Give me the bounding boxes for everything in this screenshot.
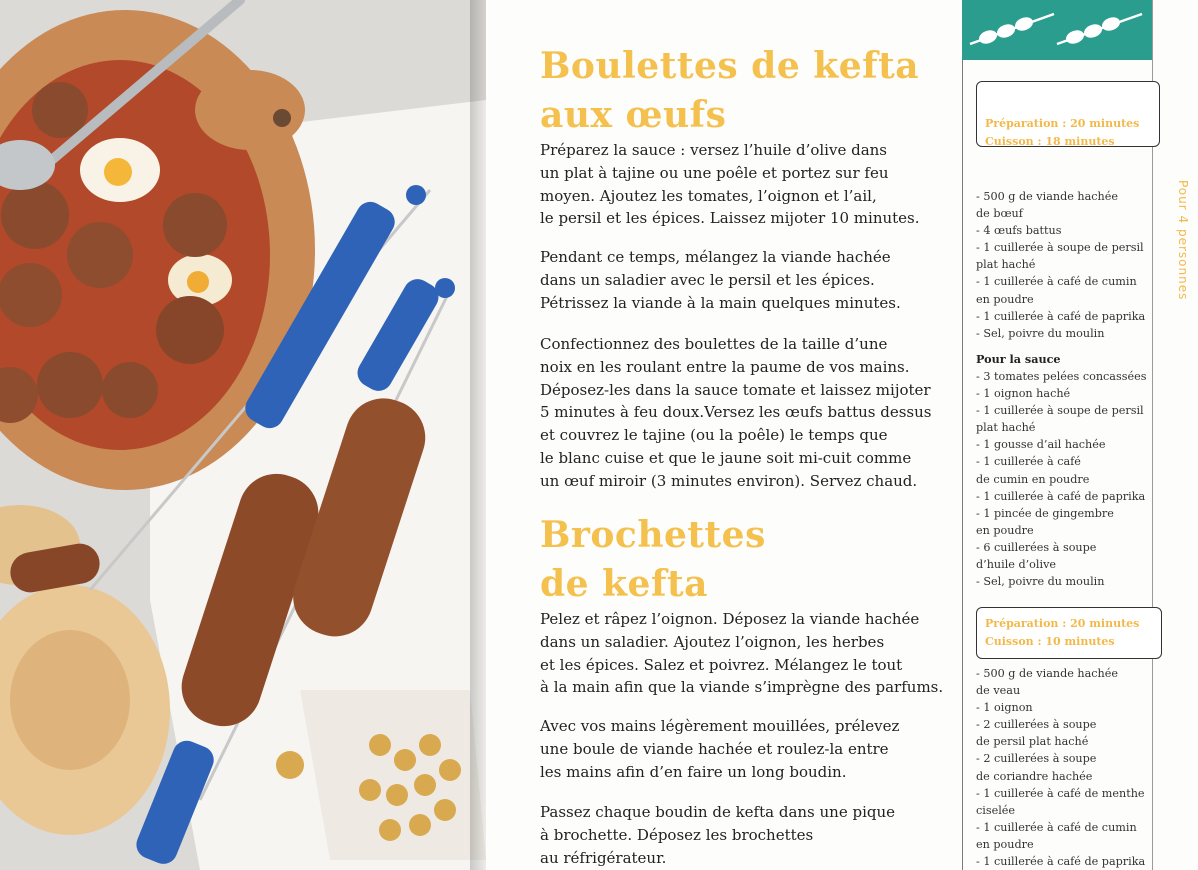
recipe1-prep-time: Préparation : 20 minutes	[985, 117, 1140, 130]
recipe1-title-line1: Boulettes de kefta	[540, 45, 920, 87]
list-item: - 1 cuillerée à café de cumin en poudre	[976, 820, 1137, 851]
list-item: - 1 cuillerée à café de paprika	[976, 489, 1146, 503]
list-item: - 6 cuillerées à soupe d’huile d’olive	[976, 540, 1097, 571]
list-item: - 500 g de viande hachée de bœuf	[976, 190, 1119, 221]
list-item: - 2 cuillerées à soupe de coriandre hachée	[976, 752, 1097, 783]
recipe2-step-1: Pelez et râpez l’oignon. Déposez la viande hachée dans un saladier. Ajoutez l’oignon, les herbes et les épices. Salez et poivrez. Mélangez le tout à la main afin que la viande s’imprègne des parfums.	[540, 610, 944, 697]
recipe2-step-3: Passez chaque boudin de kefta dans une pique à brochette. Déposez les brochettes au réfrigérateur.	[540, 803, 896, 867]
list-item: - 1 oignon haché	[976, 387, 1071, 401]
sidebar-divider	[962, 60, 963, 870]
list-item: - 1 cuillerée à café de cumin en poudre	[976, 455, 1090, 486]
recipe1-step-2: Pendant ce temps, mélangez la viande hachée dans un saladier avec le persil et les épices. Pétrissez la viande à la main quelques minutes.	[540, 248, 901, 312]
list-item: - 1 cuillerée à café de paprika	[976, 855, 1146, 869]
list-item: - Sel, poivre du moulin	[976, 326, 1105, 340]
recipe1-cook-time: Cuisson : 18 minutes	[985, 135, 1115, 148]
recipe2-time-box	[976, 607, 1162, 659]
sauce-heading: Pour la sauce	[976, 351, 1061, 366]
recipe1-title-line2: aux œufs	[540, 94, 727, 136]
recipe2-title	[540, 511, 766, 609]
recipe1-step-3: Confectionnez des boulettes de la taille d’une noix en les roulant entre la paume de vos mains. Déposez-les dans la sauce tomate et laissez mijoter 5 minutes à feu doux.Versez les œufs battus dessus et couvrez le tajine (ou la poêle) le temps que le blanc cuise et que le jaune soit mi-cuit comme un œuf miroir (3 minutes environ). Servez chaud.	[540, 335, 932, 490]
list-item: - Sel, poivre du moulin	[976, 575, 1105, 589]
list-item: - 3 tomates pelées concassées	[976, 369, 1147, 383]
recipe2-prep-time: Préparation : 20 minutes	[985, 617, 1140, 630]
recipe1-step-1: Préparez la sauce : versez l’huile d’olive dans un plat à tajine ou une poêle et portez sur feu moyen. Ajoutez les tomates, l’oignon et l’ail, le persil et les épices. Laissez mijoter 10 minutes.	[540, 141, 920, 228]
list-item: - 1 cuillerée à café de cumin en poudre	[976, 275, 1137, 306]
tajine-and-skewers-illustration	[0, 0, 486, 870]
recipe2-title-line2: de kefta	[540, 563, 708, 605]
servings-label: Pour 4 personnes	[1176, 180, 1190, 301]
list-item: - 1 gousse d’ail hachée	[976, 438, 1106, 452]
skewer-icon	[962, 0, 1152, 60]
list-item: - 1 pincée de gingembre en poudre	[976, 506, 1114, 537]
list-item: - 1 cuillerée à café de menthe ciselée	[976, 786, 1145, 817]
food-photo	[0, 0, 486, 870]
recipe1-title	[540, 42, 919, 140]
recipe1-time-box	[976, 81, 1160, 147]
sidebar-header-band	[962, 0, 1152, 60]
recipe2-ingredient-list	[976, 665, 1156, 870]
recipe2-title-line1: Brochettes	[540, 514, 766, 556]
list-item: - 1 oignon	[976, 701, 1033, 715]
recipe2-step-2: Avec vos mains légèrement mouillées, prélevez une boule de viande hachée et roulez-la entre les mains afin d’en faire un long boudin.	[540, 717, 900, 781]
list-item: - 500 g de viande hachée de veau	[976, 667, 1119, 698]
list-item: - 4 œufs battus	[976, 224, 1062, 238]
list-item: - 1 cuillerée à soupe de persil plat haché	[976, 241, 1144, 272]
list-item: - 1 cuillerée à soupe de persil plat haché	[976, 404, 1144, 435]
list-item: - 1 cuillerée à café de paprika	[976, 309, 1146, 323]
recipe2-cook-time: Cuisson : 10 minutes	[985, 635, 1115, 648]
list-item: - 2 cuillerées à soupe de persil plat haché	[976, 718, 1097, 749]
recipe1-ingredient-list	[976, 188, 1156, 590]
